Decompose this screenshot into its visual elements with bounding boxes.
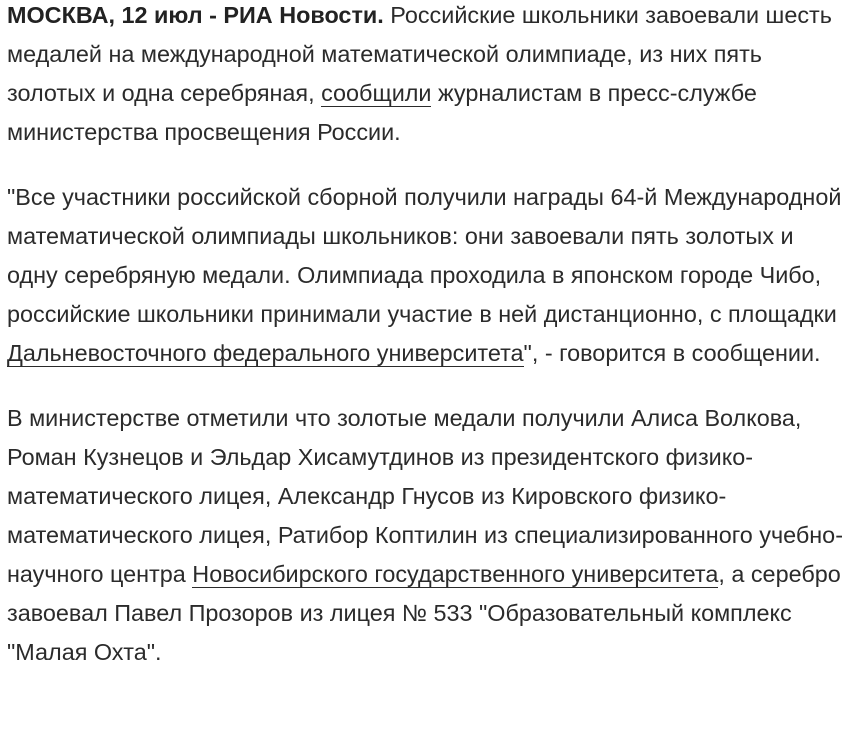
article-paragraph-1 [7,0,843,152]
paragraph-1-text-2: журналистам в пресс-службе министерства просвещения России. [7,80,757,145]
article-paragraph-3 [7,399,843,672]
paragraph-3-text-2: , а серебро завоевал Павел Прозоров из лицея № 533 "Образовательный комплекс "Малая Охта". [7,561,841,665]
paragraph-2-text-2: ", - говорится в сообщении. [523,340,821,366]
paragraph-1-text-1: Российские школьники завоевали шесть медалей на международной математической олимпиаде, из них пять золотых и одна серебряная, [7,2,832,106]
link-novosibirsk-state-university[interactable]: Новосибирского государственного университета [192,561,719,587]
paragraph-2-text-1: "Все участники российской сборной получили награды 64-й Международной математической олимпиады школьников: они завоевали пять золотых и одну серебряную медали. Олимпиада проходила в японском городе Чибо, российские школьники принимали участие в ней дистанционно, с площадки [7,184,842,327]
article-body [7,0,843,698]
paragraph-3-text-1: В министерстве отметили что золотые медали получили Алиса Волкова, Роман Кузнецов и Эльдар Хисамутдинов из президентского физико-математического лицея, Александр Гнусов из Кировского физико-математического лицея, Ратибор Коптилин из специализированного учебно-научного центра [7,405,843,587]
dateline: МОСКВА, 12 июл - РИА Новости. [7,2,384,28]
link-far-eastern-federal-university[interactable]: Дальневосточного федерального университета [7,340,524,366]
link-reported[interactable]: сообщили [321,80,432,106]
article-paragraph-2 [7,178,843,373]
